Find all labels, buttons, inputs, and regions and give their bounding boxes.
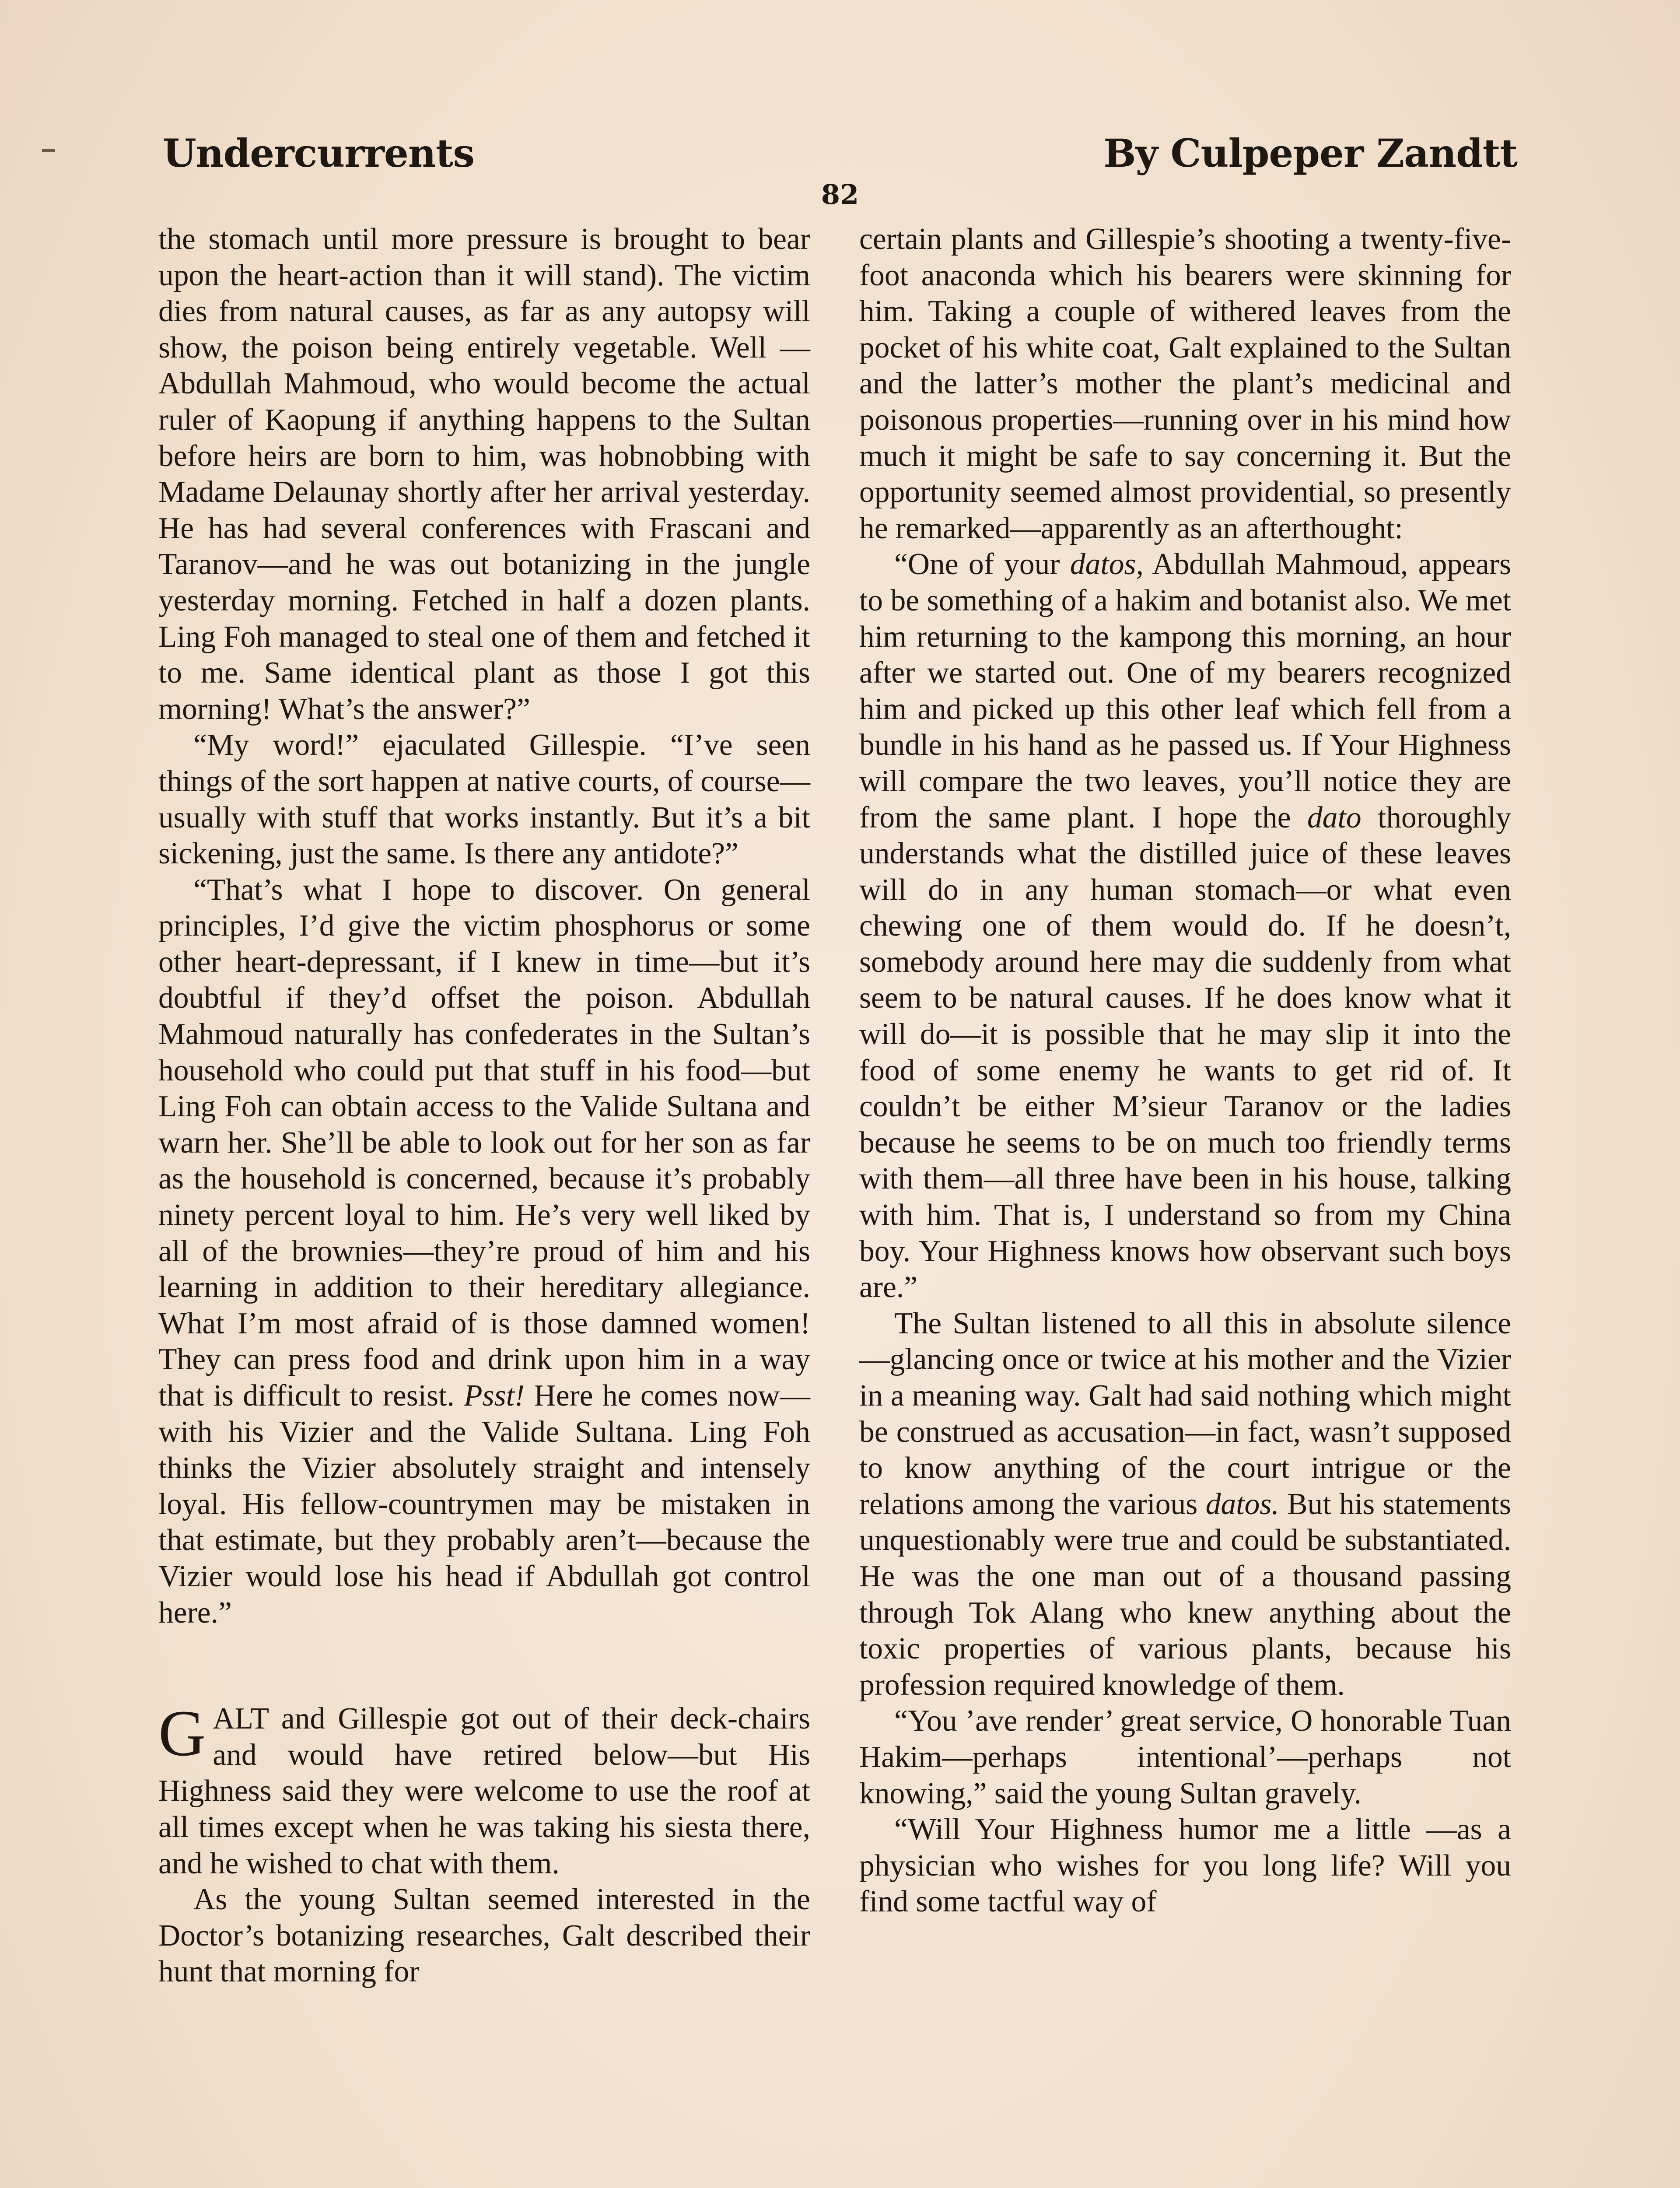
italic-text: dato (1307, 800, 1362, 835)
margin-mark (42, 149, 55, 152)
text-run: Here he comes now—with his Vizier and the Valide Sultana. Ling Foh thinks the Vizier absolutely straight and intensely loyal. His fellow-countrymen may be mistaken in that estimate, but they probably aren’t—because the Vizier would lose his head if Abdullah got control here.” (158, 1379, 811, 1630)
text-run: “One of your (894, 547, 1070, 582)
paragraph (859, 547, 1511, 1305)
paragraph-section-start (158, 1697, 810, 1882)
text-run: ALT and Gillespie got out of their deck-chairs and would have retired below—but His Highness said they were welcome to use the roof at all times except when he was taking his siesta there, and he wished to chat with them. (158, 1702, 810, 1880)
drop-cap: G (158, 1697, 206, 1770)
text-run: “That’s what I hope to discover. On general principles, I’d give the victim phosphorus or some other heart-depressant, if I knew in time—but it’s doubtful if they’d offset the poison. Abdullah Mahmoud naturally has confederates in the Sultan’s household who could put that stuff in his food—but Ling Foh can obtain access to the Valide Sultana and warn her. She’ll be able to look out for her son as far as the household is concerned, because it’s probably ninety percent loyal to him. He’s very well liked by all of the brownies—they’re proud of him and his learning in addition to their hereditary allegiance. What I’m most afraid of is those damned women! They can press food and drink upon him in a way that is difficult to resist. (158, 873, 810, 1413)
left-column (158, 221, 810, 1990)
page-header (163, 130, 1517, 179)
text-run: The Sultan listened to all this in absolute silence—glancing once or twice at his mother and the Vizier in a meaning way. Galt had said nothing which might be construed as accusation—in fact, wasn’t supposed to know anything of the court intrigue or the relations among the various (859, 1306, 1511, 1521)
italic-text: datos. (1205, 1487, 1279, 1521)
text-run: thoroughly understands what the distilled juice of these leaves will do in any human stomach—or what even chewing one of them would do. If he doesn’t, somebody around here may die suddenly from what seem to be natural causes. If he does know what it will do—it is possible that he may slip it into the food of some enemy he wants to get rid of. It couldn’t be either M’sieur Taranov or the ladies because he seems to be on much too friendly terms with them—all three have been in his house, talking with him. That is, I understand so from my China boy. Your Highness knows how observant such boys are.” (859, 800, 1511, 1304)
page-number: 82 (821, 179, 859, 210)
text-run: Abdullah Mahmoud, appears to be something of a hakim and botanist also. We met him returning to the kampong this morning, an hour after we started out. One of my bearers recognized him and picked up this other leaf which fell from a bundle in his hand as he passed us. If Your Highness will compare the two leaves, you’ll notice they are from the same plant. I hope the (859, 547, 1511, 835)
paragraph (859, 1306, 1511, 1704)
right-column (859, 221, 1511, 1920)
paragraph: “My word!” ejaculated Gillespie. “I’ve seen things of the sort happen at native courts, of course—usually with stuff that works instantly. But it’s a bit sickening, just the same. Is there any antidote?” (158, 728, 811, 871)
paragraph: “Will Your Highness humor me a little —as a physician who wishes for you long life? Will you find some tactful way of (859, 1813, 1511, 1919)
story-byline: By Culpeper Zandtt (1103, 130, 1517, 176)
paragraph: the stomach until more pressure is brought to bear upon the heart-action than it will stand). The victim dies from natural causes, as far as any autopsy will show, the poison being entirely vegetable. Well —Abdullah Mahmoud, who would become the actual ruler of Kaopung if anything happens to the Sultan before heirs are born to him, was hobnobbing with Madame Delaunay shortly after her arrival yesterday. He has had several conferences with Frascani and Taranov—and he was out botanizing in the jungle yesterday morning. Fetched in half a dozen plants. Ling Foh managed to steal one of them and fetched it to me. Same identical plant as those I got this morning! What’s the answer?” (158, 222, 810, 726)
paragraph: certain plants and Gillespie’s shooting a twenty-five-foot anaconda which his bearers were skinning for him. Taking a couple of withered leaves from the pocket of his white coat, Galt explained to the Sultan and the latter’s mother the plant’s medicinal and poisonous properties—running over in his mind how much it might be safe to say concerning it. But the opportunity seemed almost providential, so presently he remarked—apparently as an afterthought: (859, 222, 1511, 545)
paragraph: “You ’ave render’ great service, O honorable Tuan Hakim—perhaps intentional’—perhaps not knowing,” said the young Sultan gravely. (859, 1704, 1511, 1810)
italic-text: datos, (1070, 547, 1144, 582)
text-run: But his statements unquestionably were true and could be substantiated. He was the one man out of a thousand passing through Tok Alang who knew anything about the toxic properties of various plants, because his profession required knowledge of them. (859, 1487, 1511, 1702)
paragraph (158, 872, 810, 1631)
italic-text: Psst! (464, 1379, 525, 1413)
paragraph: As the young Sultan seemed interested in the Doctor’s botanizing researches, Galt described their hunt that morning for (158, 1883, 810, 1989)
story-title: Undercurrents (163, 130, 475, 176)
